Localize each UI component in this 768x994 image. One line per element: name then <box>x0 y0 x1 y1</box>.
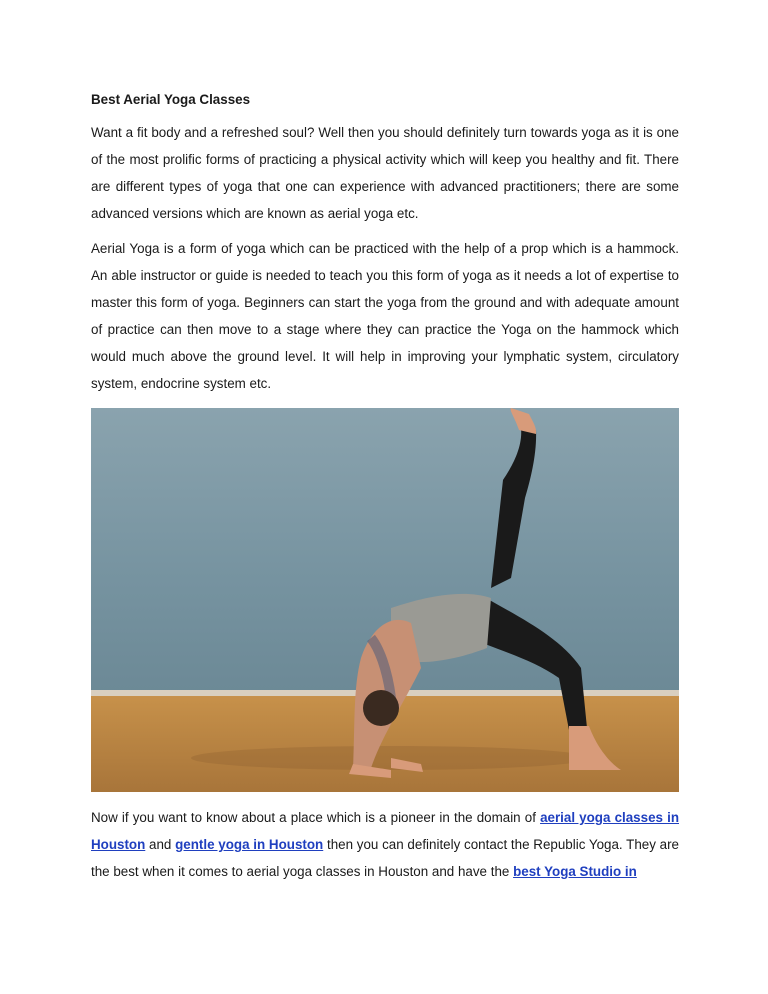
link-aerial-yoga-classes-houston[interactable]: aerial yoga classes in Houston <box>91 810 679 852</box>
paragraph-intro: Want a fit body and a refreshed soul? Well then you should definitely turn towards yoga as it is one of the most prolific forms of practicing a physical activity which will keep you healthy and fit. There are different types of yoga that one can experience with advanced practitioners; there are some advanced versions which are known as aerial yoga etc. <box>91 125 679 221</box>
paragraph-aerial-yoga: Aerial Yoga is a form of yoga which can be practiced with the help of a prop which is a hammock. An able instructor or guide is needed to teach you this form of yoga as it needs a lot of expertise to master this form of yoga. Beginners can start the yoga from the ground and with adequate amount of practice can then move to a stage where they can practice the Yoga on the hammock which would much above the ground level. It will help in improving your lymphatic system, circulatory system, endocrine system etc. <box>91 241 679 391</box>
paragraph-houston-text-2: and <box>145 837 176 852</box>
yoga-pose-photo <box>91 408 679 792</box>
link-best-yoga-studio[interactable]: best Yoga Studio in <box>513 864 637 879</box>
link-gentle-yoga-houston[interactable]: gentle yoga in Houston <box>175 837 324 852</box>
paragraph-houston-text-3: then you can definitely contact the Republic Yoga. They are the best when it comes to aerial yoga classes in Houston and have the <box>91 837 680 879</box>
paragraph-houston-text-1: Now if you want to know about a place which is a pioneer in the domain of <box>91 810 541 825</box>
document-title: Best Aerial Yoga Classes <box>91 92 251 107</box>
paragraph-houston <box>91 804 679 885</box>
document-page <box>91 80 679 893</box>
